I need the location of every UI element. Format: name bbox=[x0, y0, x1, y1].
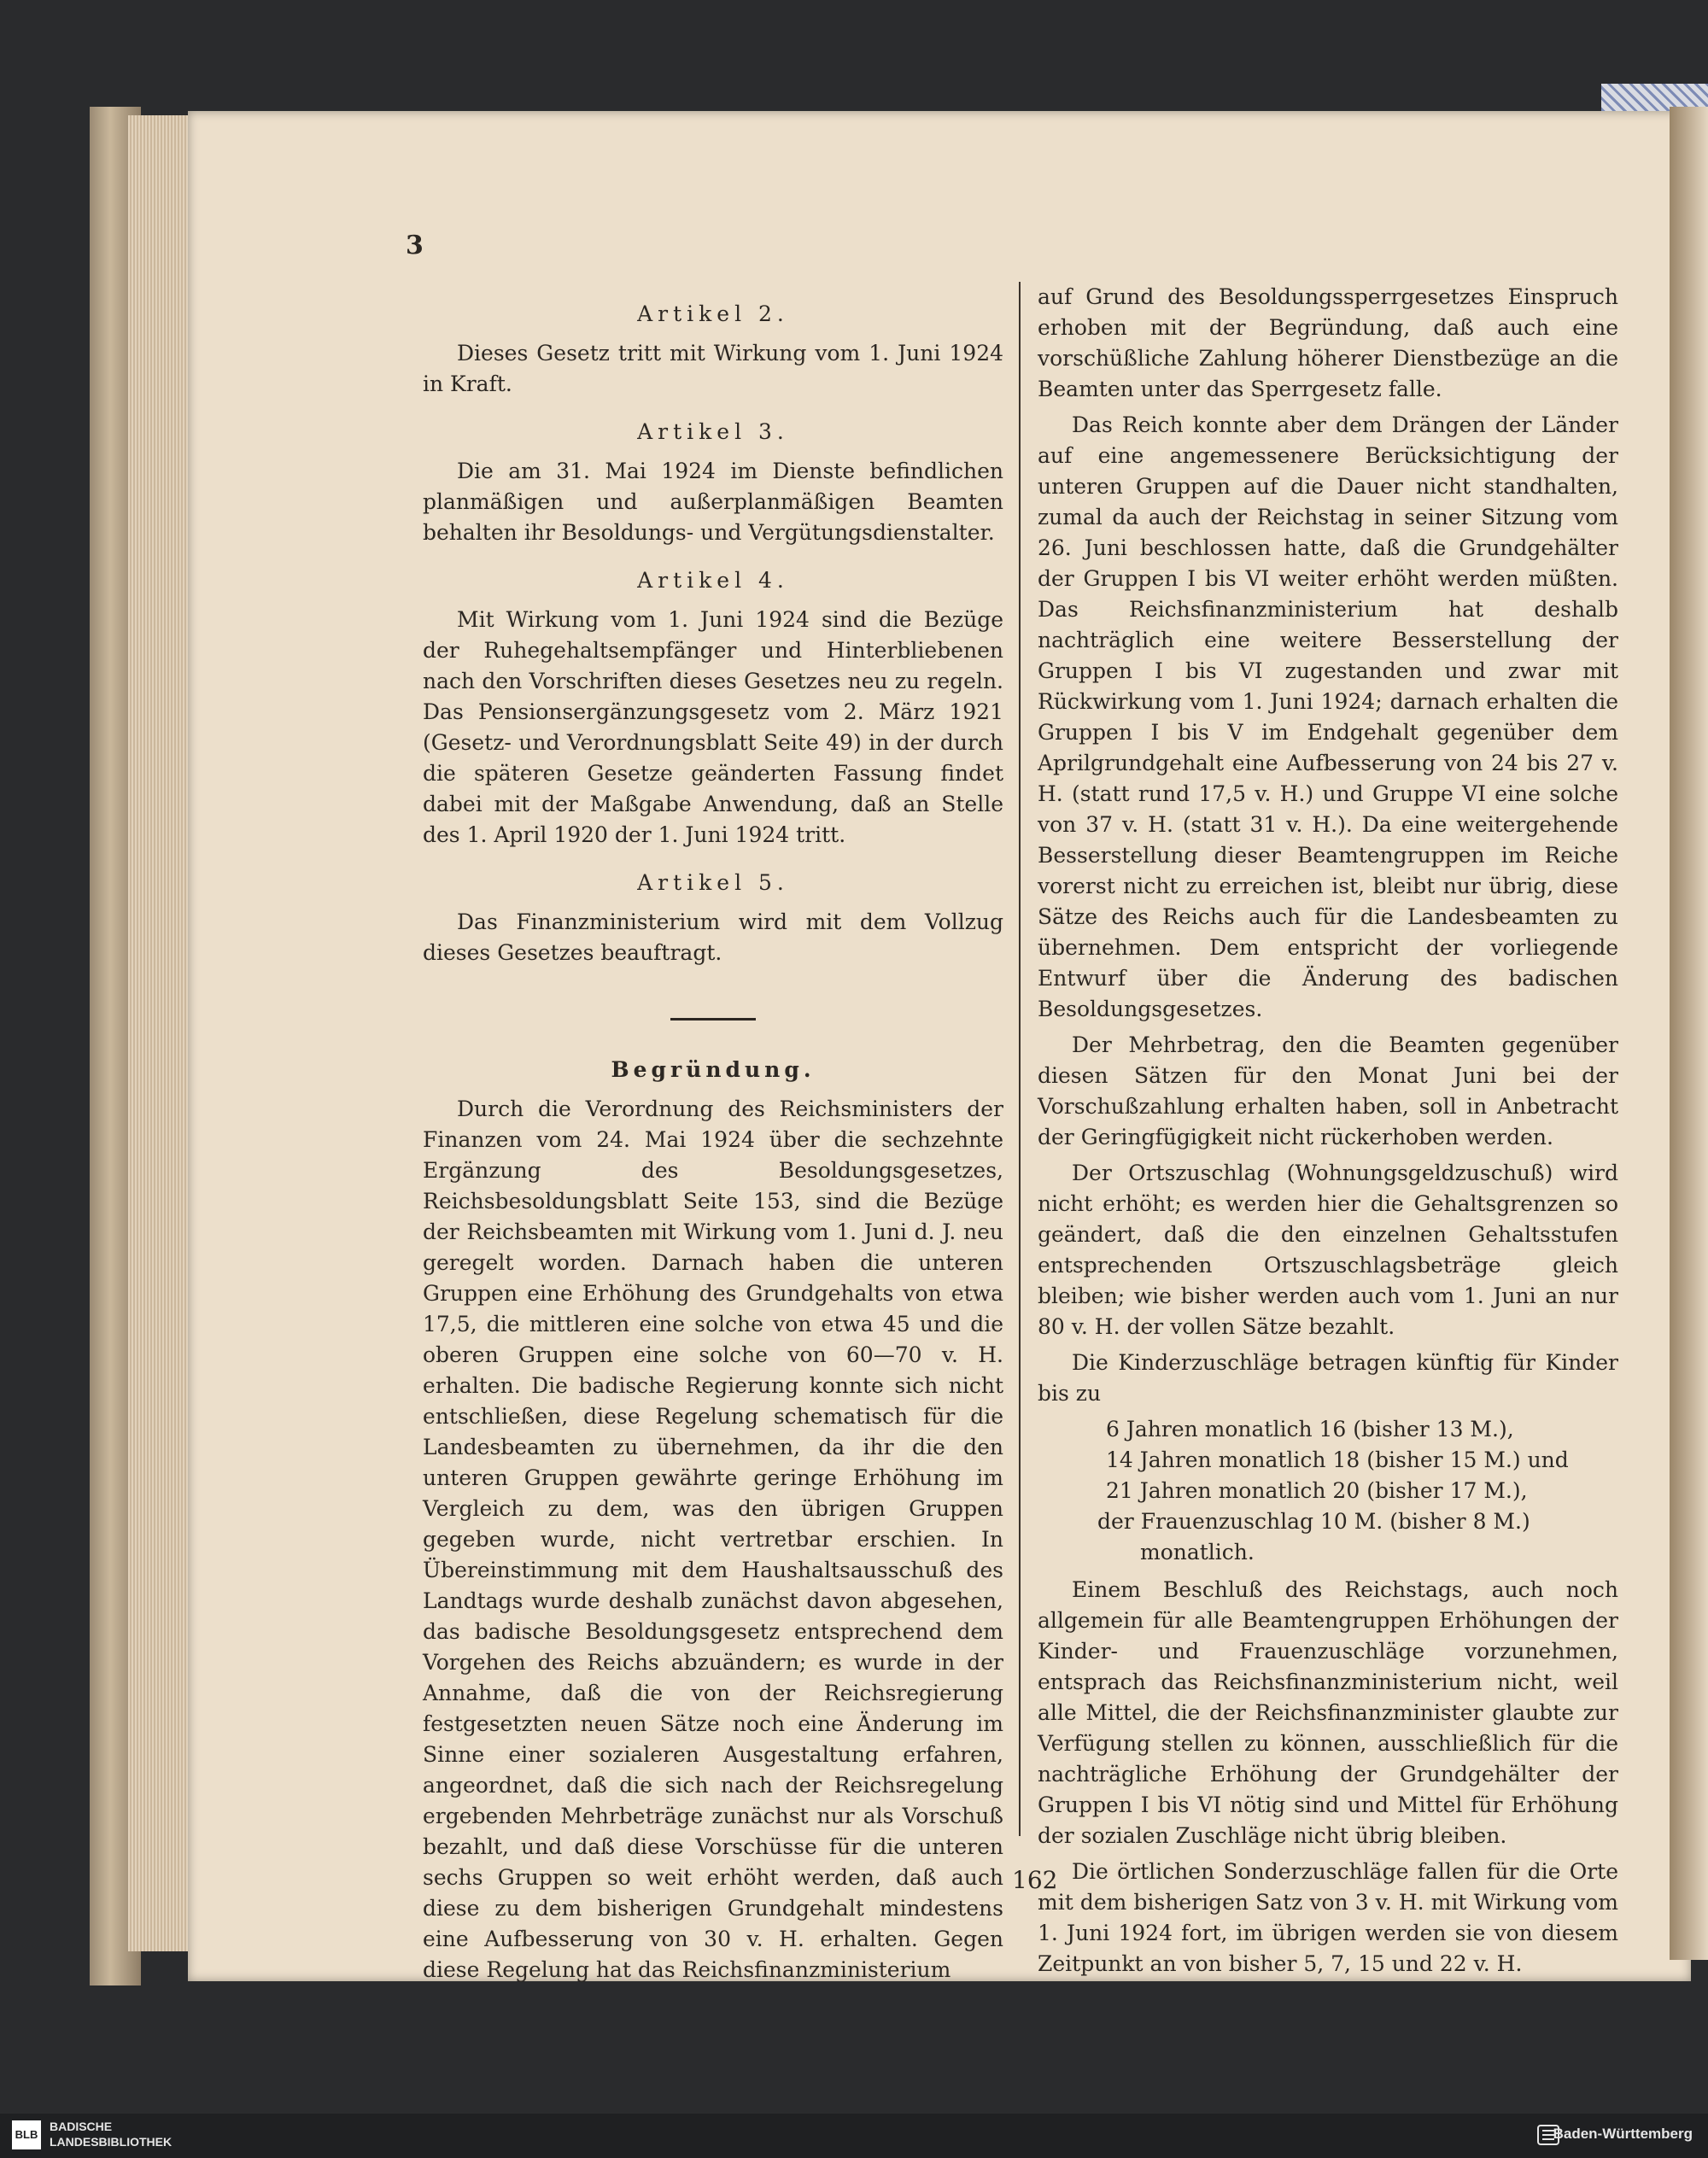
column-divider bbox=[1019, 282, 1021, 1836]
paragraph: Der Mehrbetrag, den die Beamten gegenüber diesen Sätzen für den Monat Juni bei der Vorschußzahlung erhalten haben, soll in Anbetracht der Geringfügigkeit nicht rückerhoben werden. bbox=[1038, 1032, 1618, 1149]
paragraph: Dieses Gesetz tritt mit Wirkung vom 1. Juni 1924 in Kraft. bbox=[423, 341, 1003, 396]
list-item: der Frauenzuschlag 10 M. (bisher 8 M.) bbox=[1097, 1509, 1530, 1534]
list-item: 6 Jahren monatlich 16 (bisher 13 M.), bbox=[1106, 1417, 1514, 1442]
folio-number: 162 bbox=[1012, 1866, 1058, 1894]
paragraph: Das Finanzministerium wird mit dem Vollzug dieses Gesetzes beauftragt. bbox=[423, 909, 1003, 965]
list-item: 14 Jahren monatlich 18 (bisher 15 M.) und bbox=[1106, 1447, 1569, 1472]
paragraph: Die Kinderzuschläge betragen künftig für Kinder bis zu bbox=[1038, 1350, 1618, 1406]
paragraph: Einem Beschluß des Reichstags, auch noch allgemein für alle Beamtengruppen Erhöhungen der Kinder- und Frauenzuschläge vorzunehmen, entsprach das Reichsfinanzministerium nicht, weil alle Mittel, die der Reichsfinanzminister glaubte zur Verfügung stellen zu können, ausschließlich für die nachträgliche Erhöhung der Grundgehälter der Gruppen I bis VI nötig sind und Mittel für Erhöhung der sozialen Zuschläge nicht übrig bleiben. bbox=[1038, 1577, 1618, 1848]
state-label[interactable]: Baden-Württemberg bbox=[1553, 2126, 1693, 2142]
left-column bbox=[423, 282, 1003, 1991]
article-heading: Artikel 4. bbox=[637, 568, 789, 593]
running-page-number: 3 bbox=[406, 231, 424, 260]
section-rule bbox=[670, 1018, 756, 1021]
section-heading: Begründung. bbox=[611, 1057, 816, 1082]
article-heading: Artikel 3. bbox=[637, 419, 789, 444]
page-edges bbox=[128, 115, 196, 1951]
blb-logo[interactable]: BLB bbox=[12, 2120, 41, 2149]
list-item: 21 Jahren monatlich 20 (bisher 17 M.), bbox=[1106, 1478, 1528, 1503]
paragraph: Durch die Verordnung des Reichsministers der Finanzen vom 24. Mai 1924 über die sechzehnte Ergänzung des Besoldungsgesetzes, Reichsbesoldungsblatt Seite 153, sind die Bezüge der Reichsbeamten mit Wirkung vom 1. Juni d. J. neu geregelt worden. Darnach haben die unteren Gruppen eine Erhöhung des Grundgehalts von etwa 17,5, die mittleren eine solche von etwa 45 und die oberen Gruppen eine solche von 60—70 v. H. erhalten. Die badische Regierung konnte sich nicht entschließen, diese Regelung schematisch für die Landesbeamten zu übernehmen, da ihr die den unteren Gruppen gewährte geringe Erhöhung im Vergleich zu dem, was den übrigen Gruppen gegeben wurde, nicht vertretbar erschien. In Übereinstimmung mit dem Haushaltsausschuß des Landtags wurde deshalb zunächst davon abgesehen, das badische Besoldungsgesetz entsprechend dem Vorgehen des Reichs abzuändern; es wurde in der Annahme, daß die von der Reichsregierung festgesetzten neuen Sätze noch eine Änderung im Sinne einer sozialeren Ausgestaltung erfahren, angeordnet, daß die sich nach der Reichsregelung ergebenden Mehrbeträge zunächst nur als Vorschuß bezahlt, und daß diese Vorschüsse für die unteren sechs Gruppen so weit erhöht werden, daß auch diese zu dem bisherigen Grundgehalt mindestens eine Aufbesserung von 30 v. H. erhalten. Gegen diese Regelung hat das Reichsfinanzministerium bbox=[423, 1097, 1003, 1982]
paragraph: Die am 31. Mai 1924 im Dienste befindlichen planmäßigen und außerplanmäßigen Beamten behalten ihr Besoldungs- und Vergütungsdienstalter. bbox=[423, 459, 1003, 545]
article-heading: Artikel 2. bbox=[637, 301, 789, 326]
right-column bbox=[1038, 282, 1618, 1985]
library-name-line1: BADISCHE bbox=[50, 2120, 113, 2133]
paragraph-continued: auf Grund des Besoldungssperrgesetzes Einspruch erhoben mit der Begründung, daß auch eine vorschüßliche Zahlung höherer Dienstbezüge an die Beamten unter das Sperrgesetz falle. bbox=[1038, 284, 1618, 401]
facing-page-edge bbox=[1670, 107, 1708, 1960]
library-name bbox=[50, 2119, 172, 2149]
list-item: monatlich. bbox=[1140, 1540, 1255, 1564]
paragraph: Der Ortszuschlag (Wohnungsgeldzuschuß) wird nicht erhöht; es werden hier die Gehaltsgrenzen so geändert, daß die den einzelnen Gehaltsstufen entsprechenden Ortszuschlagsbeträge gleich bleiben; wie bisher werden auch vom 1. Juni an nur 80 v. H. der vollen Sätze bezahlt. bbox=[1038, 1161, 1618, 1339]
library-name-line2: LANDESBIBLIOTHEK bbox=[50, 2135, 173, 2149]
article-heading: Artikel 5. bbox=[637, 870, 789, 895]
allowance-list bbox=[1038, 1414, 1618, 1568]
paragraph: Die örtlichen Sonderzuschläge fallen für die Orte mit dem bisherigen Satz von 3 v. H. mit Wirkung vom 1. Juni 1924 fort, im übrigen werden sie von diesem Zeitpunkt an von bisher 5, 7, 15 und 22 v. H. bbox=[1038, 1859, 1618, 1976]
paragraph: Das Reich konnte aber dem Drängen der Länder auf eine angemessenere Berücksichtigung der unteren Gruppen auf die Dauer nicht standhalten, zumal da auch der Reichstag in seiner Sitzung vom 26. Juni beschlossen hatte, daß die Grundgehälter der Gruppen I bis VI weiter erhöht werden müßten. Das Reichsfinanzministerium hat deshalb nachträglich eine weitere Besserstellung der Gruppen I bis VI zugestanden und zwar mit Rückwirkung vom 1. Juni 1924; darnach erhalten die Gruppen I bis V im Endgehalt gegenüber dem Aprilgrundgehalt eine Aufbesserung von 24 bis 27 v. H. (statt rund 17,5 v. H.) und Gruppe VI eine solche von 37 v. H. (statt 31 v. H.). Da eine weitergehende Besserstellung dieser Beamtengruppen im Reiche vorerst nicht zu erreichen ist, bleibt nur übrig, diese Sätze des Reichs auch für die Landesbeamten zu übernehmen. Dem entspricht der vorliegende Entwurf über die Änderung des badischen Besoldungsgesetzes. bbox=[1038, 412, 1618, 1021]
viewer-footer bbox=[0, 2114, 1708, 2158]
paragraph: Mit Wirkung vom 1. Juni 1924 sind die Bezüge der Ruhegehaltsempfänger und Hinterbliebenen nach den Vorschriften dieses Gesetzes neu zu regeln. Das Pensionsergänzungsgesetz vom 2. März 1921 (Gesetz- und Verordnungsblatt Seite 49) in der durch die späteren Gesetze geänderten Fassung findet dabei mit der Maßgabe Anwendung, daß an Stelle des 1. April 1920 der 1. Juni 1924 tritt. bbox=[423, 607, 1003, 847]
